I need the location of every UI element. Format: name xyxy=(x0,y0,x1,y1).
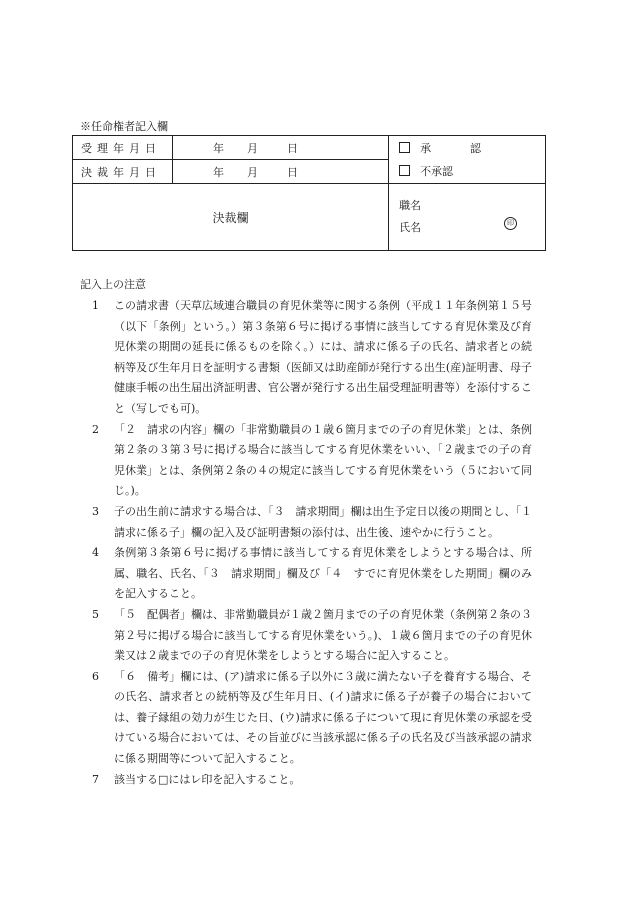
approve-label: 承 認 xyxy=(420,141,496,155)
decision-cell xyxy=(389,136,546,184)
receipt-date-row xyxy=(73,136,546,160)
seal-icon: 印 xyxy=(504,217,517,230)
note-item xyxy=(92,296,532,420)
receipt-month-unit: 月 xyxy=(246,141,258,155)
disapprove-label: 不承認 xyxy=(420,164,454,178)
receipt-year-unit: 年 xyxy=(212,141,224,155)
official-name-label: 氏名 xyxy=(399,221,422,234)
note-item xyxy=(92,605,532,667)
kessai-label: 決裁欄 xyxy=(212,210,249,225)
decision-year-unit: 年 xyxy=(212,165,224,179)
approve-checkbox-icon[interactable] xyxy=(399,142,410,153)
decision-date-field[interactable] xyxy=(172,160,388,184)
notes-heading: 記入上の注意 xyxy=(80,278,146,291)
note-item xyxy=(92,667,532,770)
note-number: 4 xyxy=(92,546,99,560)
note-text: 子の出生前に請求する場合は、「３ 請求期間」欄は出生予定日以後の期間とし、「１ 請求に係る子」欄の記入及び証明書類の添付は、出生後、速やかに行うこと。 xyxy=(114,504,543,539)
disapprove-checkbox-icon[interactable] xyxy=(399,165,410,176)
official-title-label: 職名 xyxy=(399,199,422,212)
note-text: 「５ 配偶者」欄は、非常勤職員が１歳２箇月までの子の育児休業（条例第２条の３第２号に掲げる場合に該当してする育児休業をいう。)、１歳６箇月までの子の育児休業又は２歳までの子の育児休業をしようとする場合に記入すること。 xyxy=(114,607,532,663)
note-item xyxy=(92,543,532,605)
note-text: 「６ 備考」欄には、(ア)請求に係る子以外に３歳に満たない子を養育する場合、その氏名、請求者との続柄等及び生年月日、(イ)請求に係る子が養子の場合においては、養子縁組の効力が生じた日、(ウ)請求に係る子について現に育児休業の承認を受けている場合においては、その旨並びに当該承認に係る子の氏名及び当該承認の請求に係る期間等について記入すること。 xyxy=(114,669,532,766)
note-number: 2 xyxy=(92,422,99,436)
note-item xyxy=(92,420,532,502)
receipt-date-label: 受理年月日 xyxy=(73,136,173,160)
note-text: 「２ 請求の内容」欄の「非常勤職員の１歳６箇月までの子の育児休業」とは、条例第２条の３第３号に掲げる場合に該当してする育児休業をいい、「２歳までの子の育児休業」とは、条例第２条の４の規定に該当してする育児休業をいう（５において同じ。)。 xyxy=(114,422,532,498)
note-text: この請求書（天草広域連合職員の育児休業等に関する条例（平成１１年条例第１５号（以下「条例」という。）第３条第６号に掲げる事情に該当してする育児休業及び育児休業の期間の延長に係るものを除く。）には、請求に係る子の氏名、請求者との続柄等及び生年月日を証明する書類（医師又は助産師が発行する出生(産)証明書、母子健康手帳の出生届出済証明書、官公署が発行する出生届受理証明書等）を添付すること（写しでも可)。 xyxy=(114,299,532,415)
note-number: 3 xyxy=(92,504,99,518)
note-item xyxy=(92,770,532,791)
receipt-date-field[interactable] xyxy=(172,136,388,160)
notes-list xyxy=(92,296,543,790)
disapprove-option[interactable] xyxy=(399,160,545,183)
note-item xyxy=(92,502,543,543)
appointer-section-title: ※任命権者記入欄 xyxy=(80,120,168,133)
note-number: 5 xyxy=(92,607,99,621)
kessai-cell[interactable] xyxy=(73,184,389,251)
receipt-day-unit: 日 xyxy=(286,141,298,155)
kessai-row xyxy=(73,184,546,251)
approval-table xyxy=(72,135,546,251)
decision-date-label: 決裁年月日 xyxy=(73,160,173,184)
decision-day-unit: 日 xyxy=(286,165,298,179)
official-cell[interactable] xyxy=(389,184,546,251)
note-text: 条例第３条第６号に掲げる事情に該当してする育児休業をしようとする場合は、所属、職名、氏名、「３ 請求期間」欄及び「４ すでに育児休業をした期間」欄のみを記入すること。 xyxy=(114,546,532,601)
note-number: 1 xyxy=(92,299,99,312)
approve-option[interactable] xyxy=(399,137,545,160)
decision-month-unit: 月 xyxy=(246,165,258,179)
note-number: 7 xyxy=(92,772,99,786)
note-number: 6 xyxy=(92,669,99,683)
note-text: 該当する□にはレ印を記入すること。 xyxy=(114,772,301,786)
